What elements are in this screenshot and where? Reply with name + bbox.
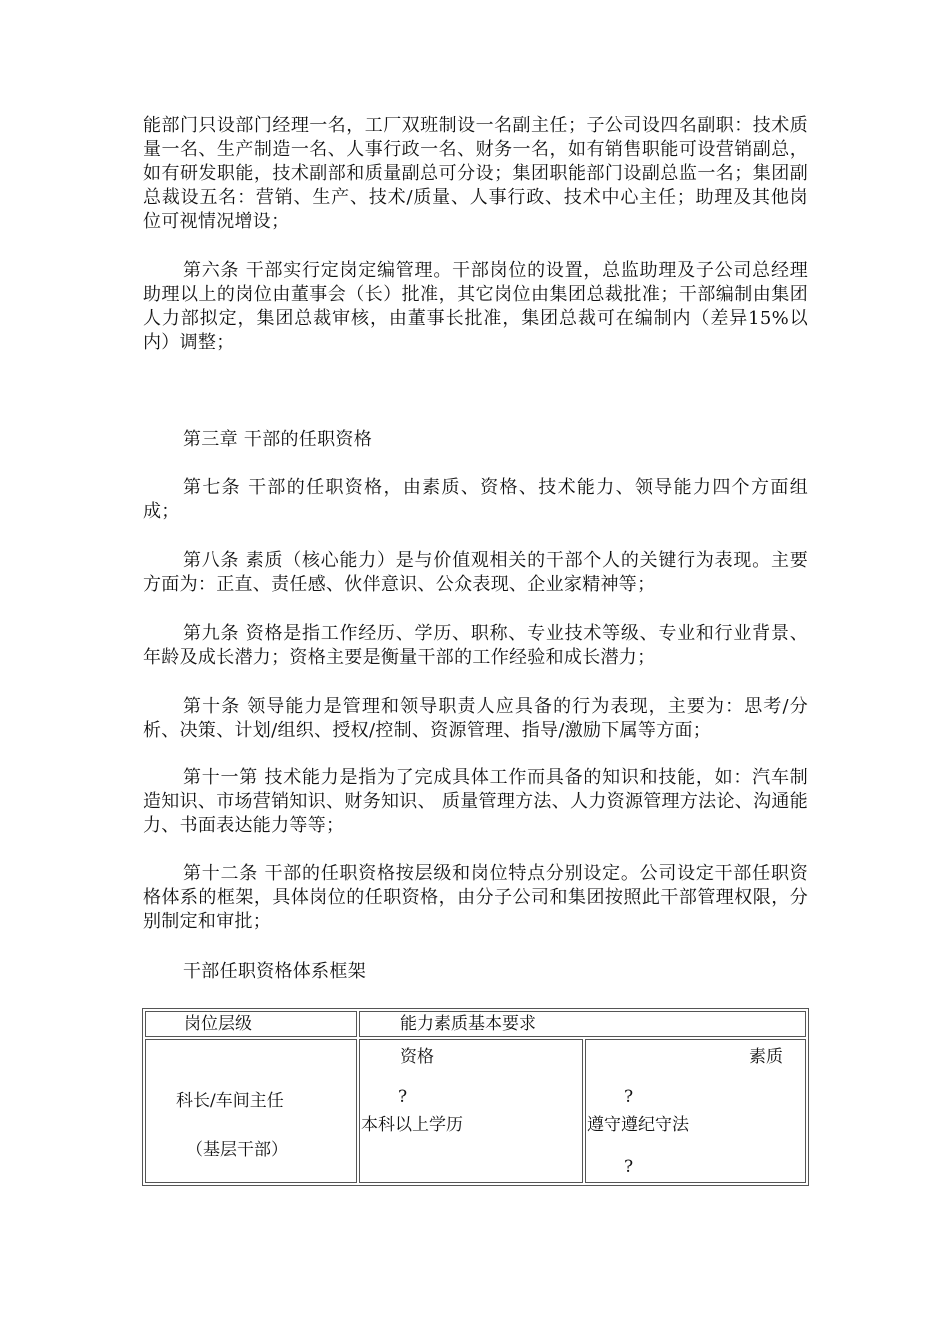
qualification-item: 本科以上学历: [361, 1115, 463, 1135]
table-title: 干部任职资格体系框架: [183, 961, 366, 982]
header-cell-requirements: [359, 1011, 806, 1037]
trait-item: 遵守遵纪守法: [587, 1115, 689, 1135]
chapter-3-heading: 第三章 干部的任职资格: [183, 429, 373, 450]
qualification-cell: [359, 1039, 583, 1183]
article-11: 第十一第 技术能力是指为了完成具体工作而具备的知识和技能，如：汽车制造知识、市场营销知识、财务知识、 质量管理方法、人力资源管理方法论、沟通能力、书面表达能力等等；: [143, 767, 808, 836]
article-8: 第八条 素质（核心能力）是与价值观相关的干部个人的关键行为表现。主要方面为：正直、责任感、伙伴意识、公众表现、企业家精神等；: [143, 550, 808, 595]
trait-bullet-2: ?: [624, 1157, 634, 1177]
qualification-bullet: ?: [398, 1087, 408, 1107]
qualification-framework-table: [142, 1008, 809, 1186]
table-row: [145, 1039, 806, 1183]
article-6: 第六条 干部实行定岗定编管理。干部岗位的设置，总监助理及子公司总经理助理以上的岗位由董事会（长）批准，其它岗位由集团总裁批准；干部编制由集团人力部拟定，集团总裁审核，由董事长批准，集团总裁可在编制内（差异15%以内）调整；: [143, 260, 808, 353]
level-note: （基层干部）: [186, 1140, 288, 1160]
article-7: 第七条 干部的任职资格，由素质、资格、技术能力、领导能力四个方面组成；: [143, 477, 808, 522]
article-9: 第九条 资格是指工作经历、学历、职称、专业技术等级、专业和行业背景、年龄及成长潜力；资格主要是衡量干部的工作经验和成长潜力；: [143, 623, 808, 668]
trait-bullet-1: ?: [624, 1087, 634, 1107]
trait-header: 素质: [749, 1047, 783, 1067]
paragraph-continued: 能部门只设部门经理一名，工厂双班制设一名副主任；子公司设四名副职：技术质量一名、生产制造一名、人事行政一名、财务一名，如有销售职能可设营销副总，如有研发职能，技术副部和质量副总可分设；集团职能部门设副总监一名；集团副总裁设五名：营销、生产、技术/质量、人事行政、技术中心主任；助理及其他岗位可视情况增设；: [143, 115, 808, 232]
header-cell-level: [145, 1011, 357, 1037]
article-10: 第十条 领导能力是管理和领导职责人应具备的行为表现，主要为：思考/分析、决策、计划/组织、授权/控制、资源管理、指导/激励下属等方面；: [143, 696, 808, 741]
qualification-header: 资格: [400, 1047, 434, 1067]
level-cell: [145, 1039, 357, 1183]
header-requirements-label: 能力素质基本要求: [400, 1014, 536, 1034]
table-header-row: [145, 1011, 806, 1037]
trait-cell: [585, 1039, 806, 1183]
level-name: 科长/车间主任: [176, 1091, 284, 1111]
article-12: 第十二条 干部的任职资格按层级和岗位特点分别设定。公司设定干部任职资格体系的框架，具体岗位的任职资格，由分子公司和集团按照此干部管理权限，分别制定和审批；: [143, 863, 808, 932]
header-level-label: 岗位层级: [184, 1014, 252, 1034]
